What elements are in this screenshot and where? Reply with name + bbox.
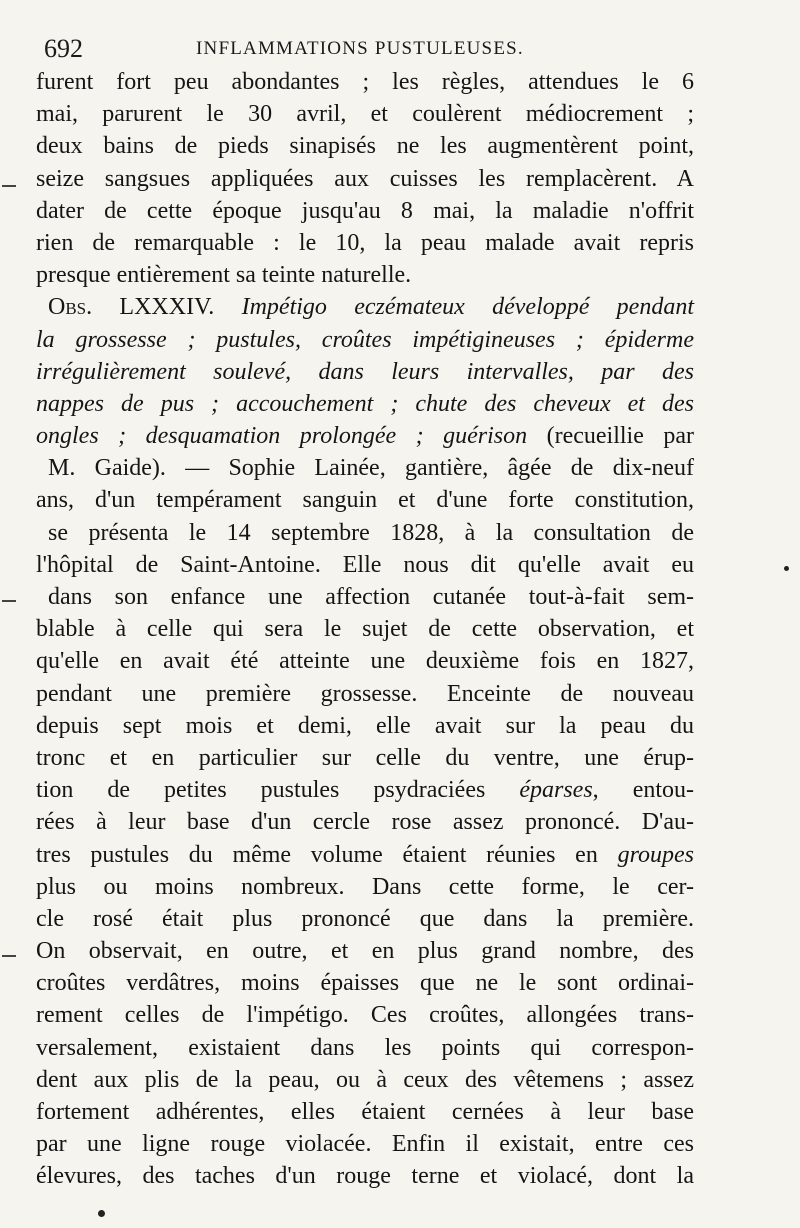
text-line: irrégulièrement soulevé, dans leurs intervalles, par des	[36, 358, 694, 385]
text-line: par une ligne rouge violacée. Enfin il existait, entre ces	[36, 1131, 694, 1158]
page-number: 692	[44, 34, 83, 63]
text-line: tronc et en particulier sur celle du ventre, une érup-	[36, 744, 694, 771]
observation-title-end: ongles ; desquamation prolongée ; guérison	[36, 423, 528, 450]
margin-mark	[2, 955, 16, 957]
text-line: plus ou moins nombreux. Dans cette forme, le cer-	[36, 873, 694, 900]
text-line: seize sangsues appliquées aux cuisses les remplacèrent. A	[36, 165, 694, 192]
running-head: INFLAMMATIONS PUSTULEUSES.	[196, 38, 524, 59]
text-segment: tres pustules du même volume étaient réunies en	[36, 841, 598, 868]
text-line: la grossesse ; pustules, croûtes impétigineuses ; épiderme	[36, 326, 694, 353]
text-line	[36, 774, 694, 806]
body-text	[36, 66, 694, 1193]
text-line: deux bains de pieds sinapisés ne les augmentèrent point,	[36, 133, 694, 160]
ink-speck	[98, 1210, 105, 1217]
margin-mark	[2, 185, 16, 187]
text-line: élevures, des taches d'un rouge terne et violacé, dont la	[36, 1163, 694, 1190]
text-line: rien de remarquable : le 10, la peau malade avait repris	[36, 229, 694, 256]
text-segment: , entou-	[592, 777, 694, 804]
page-header	[44, 32, 764, 66]
text-line: versalement, existaient dans les points qui correspon-	[36, 1034, 694, 1061]
text-line: depuis sept mois et demi, elle avait sur la peau du	[36, 712, 694, 739]
text-line: l'hôpital de Saint-Antoine. Elle nous dit qu'elle avait eu	[36, 551, 694, 578]
text-line: se présenta le 14 septembre 1828, à la consultation de	[48, 519, 694, 546]
observation-heading-line	[36, 291, 694, 323]
text-line: dans son enfance une affection cutanée tout-à-fait sem-	[48, 584, 694, 610]
text-line: mai, parurent le 30 avril, et coulèrent médiocrement ;	[36, 101, 694, 128]
text-line: blable à celle qui sera le sujet de cette observation, et	[36, 616, 694, 643]
text-line: cle rosé était plus prononcé que dans la première.	[36, 905, 694, 932]
text-line: rement celles de l'impétigo. Ces croûtes, allongées trans-	[36, 1002, 694, 1029]
text-line: M. Gaide). — Sophie Lainée, gantière, âgée de dix-neuf	[48, 455, 694, 482]
emphasis-eparses: éparses	[519, 777, 593, 804]
margin-mark	[2, 600, 16, 602]
text-line: dater de cette époque jusqu'au 8 mai, la maladie n'offrit	[36, 197, 694, 224]
text-line: qu'elle en avait été atteinte une deuxième fois en 1827,	[36, 648, 694, 675]
observation-title: Impétigo eczémateux développé pendant	[241, 294, 695, 321]
text-line: presque entièrement sa teinte naturelle.	[36, 262, 412, 289]
text-line: On observait, en outre, et en plus grand nombre, des	[36, 938, 694, 965]
text-segment: tion de petites pustules psydraciées	[36, 777, 486, 804]
text-line: rées à leur base d'un cercle rose assez prononcé. D'au-	[36, 809, 694, 836]
observation-credit: (recueillie par	[546, 423, 694, 450]
text-line: fortement adhérentes, elles étaient cernées à leur base	[36, 1099, 694, 1125]
observation-label: Obs. LXXXIV.	[48, 294, 215, 321]
text-line: dent aux plis de la peau, ou à ceux des vêtemens ; assez	[36, 1066, 694, 1093]
text-line: nappes de pus ; accouchement ; chute des cheveux et des	[36, 390, 694, 417]
text-line	[36, 839, 694, 871]
emphasis-groupes: groupes	[617, 841, 695, 868]
text-line: ans, d'un tempérament sanguin et d'une forte constitution,	[36, 487, 694, 514]
ink-speck	[784, 566, 789, 571]
text-line: furent fort peu abondantes ; les règles, attendues le 6	[36, 69, 694, 95]
text-line: pendant une première grossesse. Enceinte de nouveau	[36, 680, 694, 707]
text-line	[36, 420, 694, 452]
text-line: croûtes verdâtres, moins épaisses que ne le sont ordinai-	[36, 970, 694, 997]
